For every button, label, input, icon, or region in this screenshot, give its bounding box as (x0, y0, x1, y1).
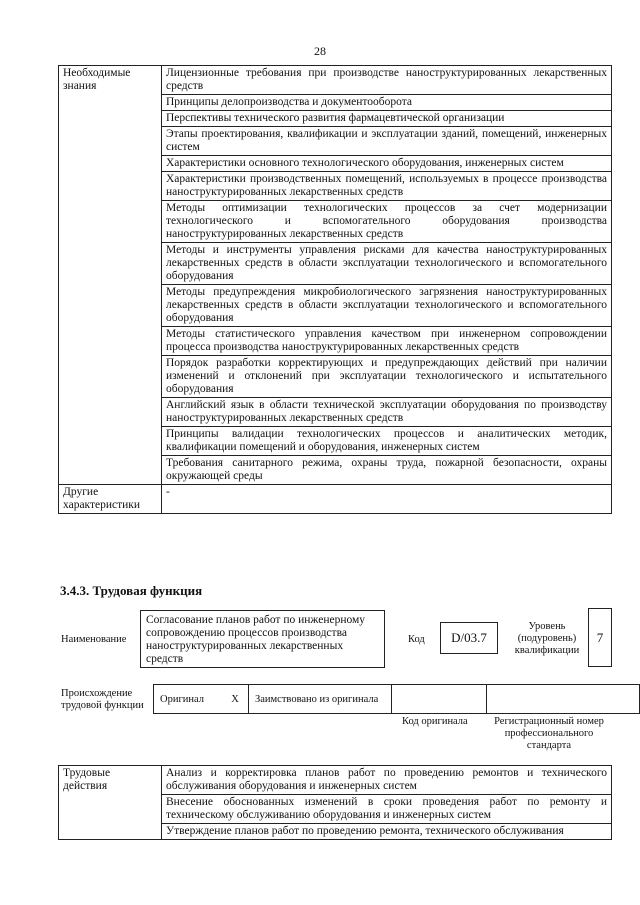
knowledge-item: Характеристики производственных помещений, используемых в процессе производства наноструктурированных лекарственных средств (162, 172, 612, 201)
knowledge-item: Перспективы технического развития фармацевтической организации (162, 111, 612, 127)
action-item: Анализ и корректировка планов работ по проведению ремонтов и технического обслуживания оборудования и инженерных систем (162, 766, 612, 795)
action-item: Внесение обоснованных изменений в сроки проведения работ по ремонту и техническому обслуживанию оборудования и инженерных систем (162, 795, 612, 824)
row-label-knowledge: Необходимые знания (59, 66, 162, 485)
labor-actions-table (58, 765, 612, 840)
function-code-value: D/03.7 (440, 622, 498, 654)
section-heading: 3.4.3. Трудовая функция (60, 583, 203, 598)
table-row (59, 485, 612, 514)
knowledge-item: Лицензионные требования при производстве наноструктурированных лекарственных средств (162, 66, 612, 95)
knowledge-item: Характеристики основного технологического оборудования, инженерных систем (162, 156, 612, 172)
table-row (59, 766, 612, 795)
function-name-label: Наименование (61, 634, 127, 645)
table-row (154, 685, 640, 714)
origin-original-mark: X (222, 685, 249, 714)
origin-registration-cell (487, 685, 640, 714)
origin-registration-caption: Регистрационный номер профессионального стандарта (494, 716, 604, 751)
knowledge-item: Порядок разработки корректирующих и предупреждающих действий при наличии изменений и отклонений при эксплуатации технологического и испытательного оборудования (162, 356, 612, 398)
origin-code-caption: Код оригинала (402, 716, 468, 727)
origin-borrowed-label: Заимствовано из оригинала (249, 685, 392, 714)
qualification-level-value: 7 (588, 608, 612, 667)
table-row (59, 66, 612, 95)
action-item: Утверждение планов работ по проведению ремонта, технического обслуживания (162, 824, 612, 840)
page-number: 28 (314, 44, 326, 58)
knowledge-item: Требования санитарного режима, охраны труда, пожарной безопасности, охраны окружающей среды (162, 456, 612, 485)
origin-original-label: Оригинал (154, 685, 223, 714)
knowledge-item: Этапы проектирования, квалификации и эксплуатации зданий, помещений, инженерных систем (162, 127, 612, 156)
knowledge-item: Принципы делопроизводства и документооборота (162, 95, 612, 111)
knowledge-item: Методы оптимизации технологических процессов за счет модернизации технологического и вспомогательного оборудования производства наноструктурированных лекарственных средств (162, 201, 612, 243)
knowledge-item: Английский язык в области технической эксплуатации оборудования по производству наноструктурированных лекарственных средств (162, 398, 612, 427)
function-name-value: Согласование планов работ по инженерному сопровождению процессов производства наноструктурированных лекарственных средств (140, 610, 385, 668)
knowledge-item: Методы предупреждения микробиологического загрязнения наноструктурированных лекарственных средств в области эксплуатации технологического и вспомогательного оборудования (162, 285, 612, 327)
knowledge-item: Принципы валидации технологических процессов и аналитических методик, квалификации помещений и оборудования, инженерных систем (162, 427, 612, 456)
knowledge-item: Методы статистического управления качеством при инженерном сопровождении процесса производства наноструктурированных лекарственных средств (162, 327, 612, 356)
qualification-level-label: Уровень (подуровень) квалификации (514, 621, 580, 656)
origin-code-cell (392, 685, 487, 714)
other-characteristics-value: - (162, 485, 612, 514)
row-label-other: Другие характеристики (59, 485, 162, 514)
knowledge-item: Методы и инструменты управления рисками для качества наноструктурированных лекарственных средств в области эксплуатации технологического и вспомогательного оборудования (162, 243, 612, 285)
origin-table (153, 684, 640, 714)
origin-label: Происхождение трудовой функции (61, 688, 144, 711)
required-knowledge-table (58, 65, 612, 514)
row-label-actions: Трудовые действия (59, 766, 162, 840)
function-code-label: Код (408, 634, 425, 645)
